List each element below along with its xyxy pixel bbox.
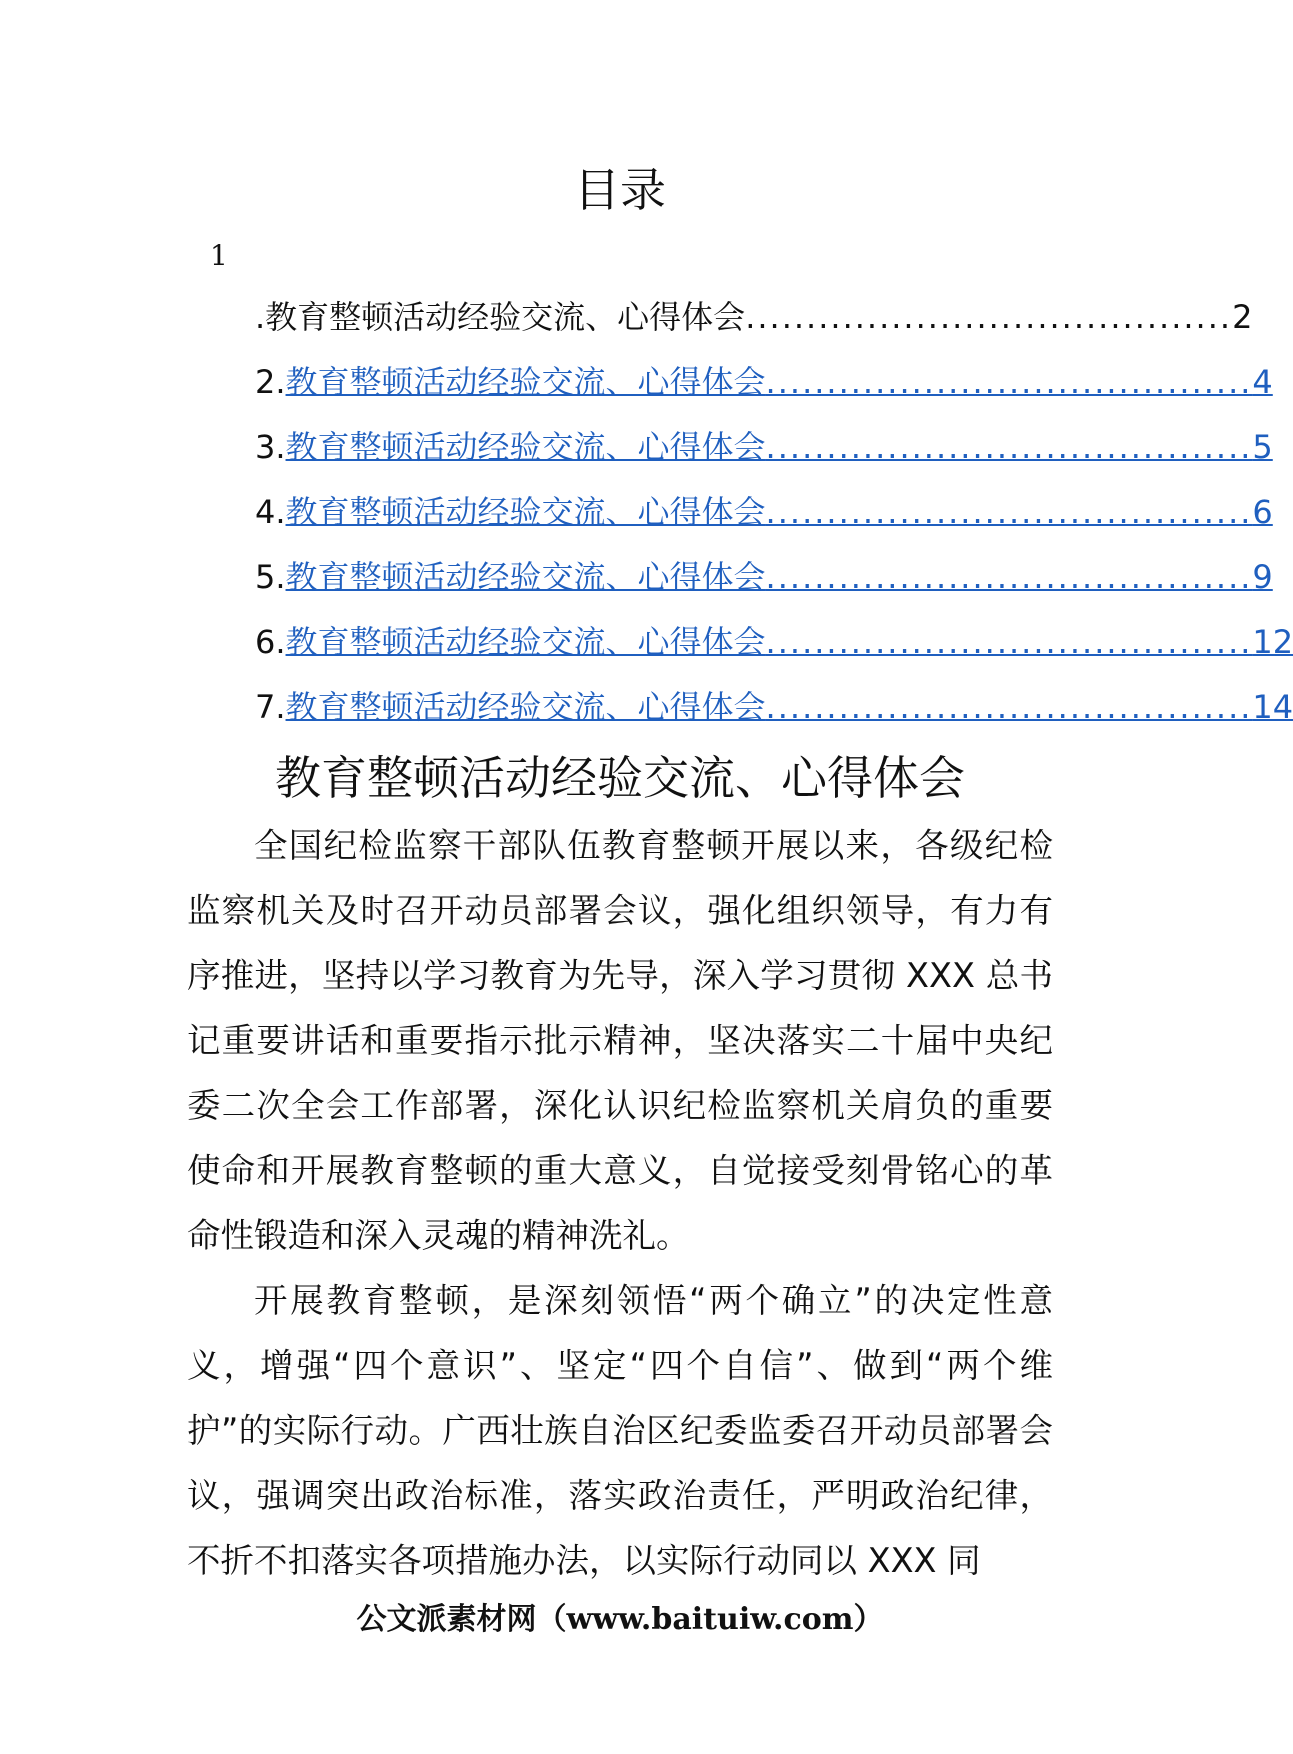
toc-list <box>255 295 1293 750</box>
toc-item-link[interactable]: 教育整顿活动经验交流、心得体会 <box>285 623 766 661</box>
toc-item-link[interactable]: 教育整顿活动经验交流、心得体会 <box>285 558 766 596</box>
toc-item-page[interactable]: 9 <box>1252 558 1273 596</box>
toc-item-prefix: 3. <box>255 428 286 466</box>
toc-leader-dots: ........................................ <box>765 363 1253 401</box>
toc-item-page: 2 <box>1232 298 1253 336</box>
toc-item-page[interactable]: 12 <box>1252 623 1293 661</box>
toc-item-link[interactable]: 教育整顿活动经验交流、心得体会 <box>285 493 766 531</box>
toc-item-prefix: 2. <box>255 363 286 401</box>
toc-item-page[interactable]: 4 <box>1252 363 1273 401</box>
toc-item-7[interactable] <box>255 685 1293 750</box>
document-body <box>187 813 1053 1593</box>
toc-item-link[interactable]: 教育整顿活动经验交流、心得体会 <box>285 688 766 726</box>
toc-item-5[interactable] <box>255 555 1273 620</box>
footer-watermark: 公文派素材网（www.baituiw.com） <box>356 1602 884 1637</box>
toc-leader-dots: ........................................ <box>765 623 1253 661</box>
toc-item-1[interactable] <box>255 295 1253 360</box>
toc-item-page[interactable]: 14 <box>1252 688 1293 726</box>
toc-leader-dots: ........................................ <box>765 493 1253 531</box>
toc-leader-dots: ........................................ <box>765 688 1253 726</box>
document-heading: 教育整顿活动经验交流、心得体会 <box>275 751 965 805</box>
toc-item-prefix: . <box>255 298 266 336</box>
toc-item-prefix: 7. <box>255 688 286 726</box>
body-paragraph: 开展教育整顿，是深刻领悟“两个确立”的决定性意义，增强“四个意识”、坚定“四个自信”、做到“两个维护”的实际行动。广西壮族自治区纪委监委召开动员部署会议，强调突出政治标准，落实政治责任，严明政治纪律，不折不扣落实各项措施办法，以实际行动同以 XXX 同 <box>187 1281 1053 1580</box>
toc-item-title: 教育整顿活动经验交流、心得体会 <box>265 298 746 336</box>
toc-item-4[interactable] <box>255 490 1273 555</box>
toc-item-3[interactable] <box>255 425 1273 490</box>
toc-page-number: 1 <box>210 239 228 272</box>
body-paragraph: 全国纪检监察干部队伍教育整顿开展以来，各级纪检监察机关及时召开动员部署会议，强化组织领导，有力有序推进，坚持以学习教育为先导，深入学习贯彻 XXX 总书记重要讲话和重要指示批示精神，坚决落实二十届中央纪委二次全会工作部署，深化认识纪检监察机关肩负的重要使命和开展教育整顿的重大意义，自觉接受刻骨铭心的革命性锻造和深入灵魂的精神洗礼。 <box>187 826 1053 1255</box>
toc-leader-dots: ........................................ <box>765 558 1253 596</box>
toc-item-link[interactable]: 教育整顿活动经验交流、心得体会 <box>285 428 766 466</box>
toc-item-page[interactable]: 6 <box>1252 493 1273 531</box>
toc-title: 目录 <box>574 163 666 217</box>
toc-item-6[interactable] <box>255 620 1293 685</box>
toc-item-link[interactable]: 教育整顿活动经验交流、心得体会 <box>285 363 766 401</box>
toc-leader-dots: ........................................ <box>765 428 1253 466</box>
toc-leader-dots: ........................................ <box>745 298 1233 336</box>
toc-item-prefix: 6. <box>255 623 286 661</box>
toc-item-prefix: 4. <box>255 493 286 531</box>
toc-item-2[interactable] <box>255 360 1273 425</box>
toc-item-page[interactable]: 5 <box>1252 428 1273 466</box>
toc-item-prefix: 5. <box>255 558 286 596</box>
